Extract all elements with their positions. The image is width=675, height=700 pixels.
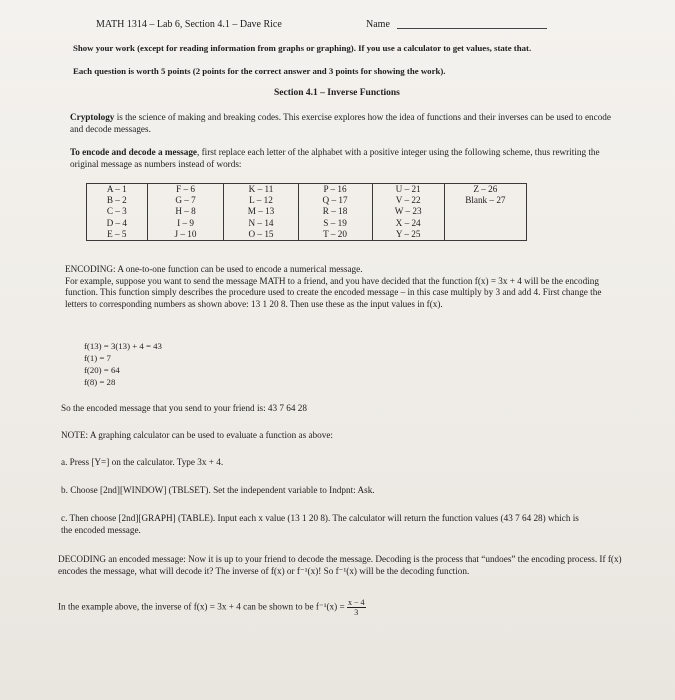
encoding-body: For example, suppose you want to send the message MATH to a friend, and you have decided that the function f(x) = 3x + 4 will be the encoding function. This function simply describes the procedure used to create the encoded message – in this case multiply by 3 and add 4. First change the letters to corresponding numbers as shown above: 13 1 20 8. Then use these as the input values in f(x). <box>65 275 602 309</box>
cipher-entry: H – 8 <box>175 206 196 217</box>
table-row <box>87 184 527 241</box>
cipher-column <box>224 184 298 241</box>
calculator-note: NOTE: A graphing calculator can be used to evaluate a function as above: <box>61 430 333 440</box>
cipher-entry: D – 4 <box>106 217 127 228</box>
step-a: a. Press [Y=] on the calculator. Type 3x + 4. <box>61 457 224 467</box>
points-instruction: Each question is worth 5 points (2 points for the correct answer and 3 points for showing the work). <box>73 66 446 76</box>
cipher-entry: G – 7 <box>175 195 196 206</box>
inverse-fraction <box>347 598 366 617</box>
cipher-entry: Blank – 27 <box>465 195 506 206</box>
fraction-numerator: x − 4 <box>348 598 365 607</box>
cipher-entry: E – 5 <box>107 228 127 239</box>
step-c: c. Then choose [2nd][GRAPH] (TABLE). Input each x value (13 1 20 8). The calculator will return the function values (43 7 64 28) which is the encoded message. <box>61 513 579 535</box>
cipher-entry: Y – 25 <box>395 228 421 239</box>
cipher-entry: U – 21 <box>395 184 421 194</box>
encoding-heading-text: A one-to-one function can be used to encode a numerical message. <box>117 264 363 274</box>
calculation-line: f(13) = 3(13) + 4 = 43 <box>84 341 162 351</box>
course-header: MATH 1314 – Lab 6, Section 4.1 – Dave Rice <box>96 19 282 30</box>
cipher-entry: T – 20 <box>323 228 347 239</box>
cipher-entry: V – 22 <box>395 195 421 206</box>
cipher-entry: R – 18 <box>322 206 348 217</box>
encoded-message-line: So the encoded message that you send to your friend is: 43 7 64 28 <box>61 403 307 413</box>
cipher-entry: A – 1 <box>106 184 127 194</box>
cipher-entry: B – 2 <box>106 195 127 206</box>
name-blank-line <box>397 28 547 29</box>
cipher-column <box>298 184 372 241</box>
fraction-denominator: 3 <box>354 608 359 617</box>
encoding-section <box>65 264 621 310</box>
cipher-entry: K – 11 <box>248 184 274 194</box>
cipher-entry: J – 10 <box>174 228 197 239</box>
calculation-line: f(20) = 64 <box>84 365 120 375</box>
encode-intro-paragraph <box>70 147 618 170</box>
cipher-entry: S – 19 <box>323 217 347 228</box>
calculation-line: f(1) = 7 <box>84 353 111 363</box>
intro-lead: Cryptology <box>70 112 115 122</box>
cipher-entry: Z – 26 <box>473 184 498 194</box>
cipher-entry: Q – 17 <box>322 195 348 206</box>
cipher-column <box>372 184 444 241</box>
intro-text: is the science of making and breaking codes. This exercise explores how the idea of functions and their inverses can be used to encode and decode messages. <box>70 112 611 134</box>
cipher-entry: L – 12 <box>249 195 273 206</box>
cipher-entry: N – 14 <box>248 217 274 228</box>
step-b: b. Choose [2nd][WINDOW] (TBLSET). Set the independent variable to Indpnt: Ask. <box>61 485 375 495</box>
cipher-column <box>147 184 224 241</box>
intro-paragraph <box>70 112 615 135</box>
cipher-entry: C – 3 <box>106 206 127 217</box>
decoding-paragraph: DECODING an encoded message: Now it is up to your friend to decode the message. Decoding is the process that “undoes” the encoding process. If f(x) encodes the message, what will decode it? The inverse of f(x) or f⁻¹(x)! So f⁻¹(x) will be the decoding function. <box>58 554 622 576</box>
cipher-entry: W – 23 <box>394 206 422 217</box>
cipher-entry: I – 9 <box>177 217 194 228</box>
calculation-list <box>84 340 162 388</box>
cipher-column <box>444 184 526 241</box>
encode-intro-lead: To encode and decode a message <box>70 147 198 157</box>
encoding-heading: ENCODING: <box>65 264 116 274</box>
cipher-entry: X – 24 <box>395 217 421 228</box>
inverse-example <box>58 598 366 617</box>
section-title: Section 4.1 – Inverse Functions <box>274 88 400 98</box>
cipher-entry: F – 6 <box>176 184 195 194</box>
encode-intro-text: , first replace each letter of the alphabet with a positive integer using the following scheme, thus rewriting the original message as numbers instead of words: <box>70 147 600 169</box>
cipher-entry: M – 13 <box>247 206 275 217</box>
calculation-line: f(8) = 28 <box>84 377 116 387</box>
inverse-example-text: In the example above, the inverse of f(x) = 3x + 4 can be shown to be f⁻¹(x) = <box>58 601 345 612</box>
cipher-entry: P – 16 <box>323 184 347 194</box>
cipher-table <box>86 183 527 241</box>
show-work-instruction: Show your work (except for reading information from graphs or graphing). If you use a calculator to get values, state that. <box>73 43 532 53</box>
cipher-column <box>87 184 148 241</box>
cipher-entry: O – 15 <box>248 228 274 239</box>
name-label: Name <box>366 19 390 30</box>
